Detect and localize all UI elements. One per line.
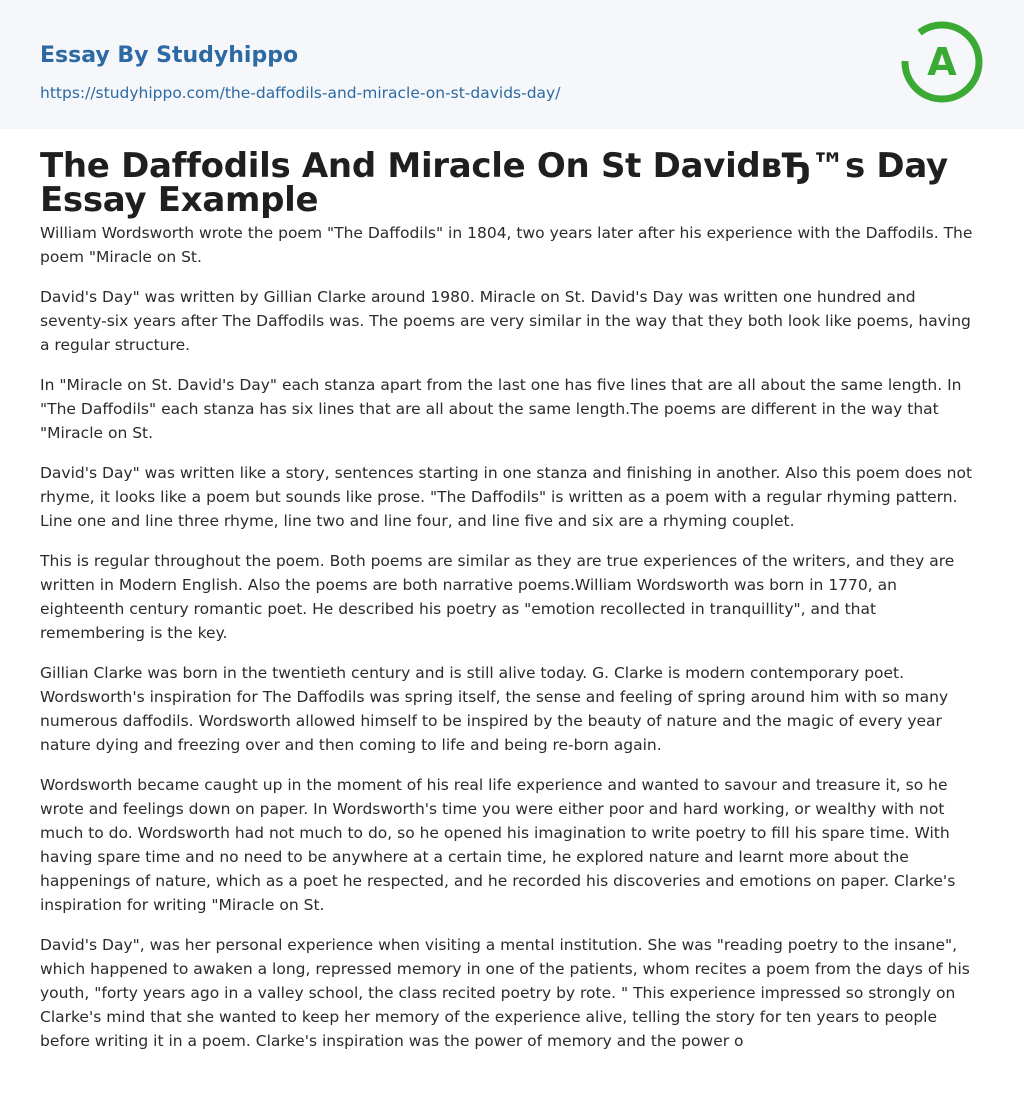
article-paragraph-6: Gillian Clarke was born in the twentieth century and is still alive today. G. Clarke is modern contemporary poet. Wordsworth's inspiration for The Daffodils was spring itself, the sense and feeling of spring around him with so many numerous daffodils. Wordsworth allowed himself to be inspired by the beauty of nature and the magic of every year nature dying and freezing over and then coming to life and being re-born again.	[40, 664, 949, 754]
page-header	[0, 0, 1024, 129]
site-brand[interactable]: Essay By Studyhippo	[40, 43, 299, 68]
article-paragraph-5: This is regular throughout the poem. Both poems are similar as they are true experiences of the writers, and they are written in Modern English. Also the poems are both narrative poems.William Wordsworth was born in 1770, an eighteenth century romantic poet. He described his poetry as "emotion recollected in tranquillity", and that remembering is the key.	[40, 552, 955, 642]
article-paragraph-3: In "Miracle on St. David's Day" each stanza apart from the last one has five lines that are all about the same length. In "The Daffodils" each stanza has six lines that are all about the same length.The poems are different in the way that "Miracle on St.	[40, 376, 962, 442]
article-paragraph-1: William Wordsworth wrote the poem "The Daffodils" in 1804, two years later after his experience with the Daffodils. The poem "Miracle on St.	[40, 224, 973, 266]
article-title: The Daffodils And Miracle On St DavidвЂ™s Day Essay Example	[40, 146, 948, 220]
studyhippo-logo-icon[interactable]	[900, 20, 984, 104]
article-paragraph-2: David's Day" was written by Gillian Clarke around 1980. Miracle on St. David's Day was written one hundred and seventy-six years after The Daffodils was. The poems are very similar in the way that they both look like poems, having a regular structure.	[40, 288, 971, 354]
article-paragraph-4: David's Day" was written like a story, sentences starting in one stanza and finishing in another. Also this poem does not rhyme, it looks like a poem but sounds like prose. "The Daffodils" is written as a poem with a regular rhyming pattern. Line one and line three rhyme, line two and line four, and line five and six are a rhyming couplet.	[40, 464, 973, 530]
source-url-link[interactable]: https://studyhippo.com/the-daffodils-and-miracle-on-st-davids-day/	[40, 84, 561, 102]
logo-letter: A	[927, 40, 957, 84]
article-paragraph-7: Wordsworth became caught up in the moment of his real life experience and wanted to savour and treasure it, so he wrote and feelings down on paper. In Wordsworth's time you were either poor and hard working, or wealthy with not much to do. Wordsworth had not much to do, so he opened his imagination to write poetry to fill his spare time. With having spare time and no need to be anywhere at a certain time, he explored nature and learnt more about the happenings of nature, which as a poet he respected, and he recorded his discoveries and emotions on paper. Clarke's inspiration for writing "Miracle on St.	[40, 776, 956, 914]
article-content	[0, 146, 1024, 1053]
article-paragraph-8: David's Day", was her personal experience when visiting a mental institution. She was "reading poetry to the insane", which happened to awaken a long, repressed memory in one of the patients, whom recites a poem from the days of his youth, "forty years ago in a valley school, the class recited poetry by rote. " This experience impressed so strongly on Clarke's mind that she wanted to keep her memory of the experience alive, telling the story for ten years to people before writing it in a poem. Clarke's inspiration was the power of memory and the power o	[40, 936, 970, 1050]
